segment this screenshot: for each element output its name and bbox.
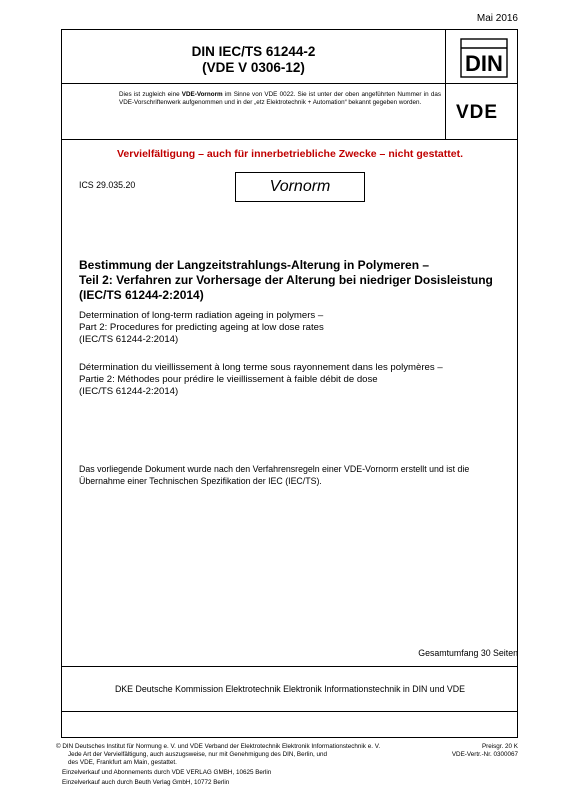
price-group: Preisgr. 20 K (481, 743, 518, 750)
document-statement (79, 463, 519, 487)
dke-line: DKE Deutsche Kommission Elektrotechnik Elektronik Informationstechnik in DIN und VDE (114, 684, 466, 694)
title-line: Teil 2: Verfahren zur Vorhersage der Alterung bei niedriger Dosisleistung (79, 273, 493, 287)
title-german (79, 258, 519, 303)
title-line: Bestimmung der Langzeitstrahlungs-Alterung in Polymeren – (79, 258, 430, 272)
copyright-line: des VDE, Frankfurt am Main, gestattet. (68, 758, 177, 766)
din-logo (460, 38, 508, 78)
ics-code: ICS 29.035.20 (79, 180, 136, 190)
title-english (79, 310, 519, 346)
document-type-box (235, 172, 365, 202)
copy-warning: Vervielfältigung – auch für innerbetriebliche Zwecke – nicht gestattet. (116, 148, 463, 160)
statement-line: Das vorliegende Dokument wurde nach den Verfahrensregeln einer VDE-Vornorm erstellt und ist die (79, 464, 470, 474)
total-pages: Gesamtumfang 30 Seiten (418, 648, 518, 658)
sales-line: Einzelverkauf auch durch Beuth Verlag GmbH, 10772 Berlin (62, 778, 230, 786)
copyright-line: © DIN Deutsches Institut für Normung e. V. und VDE Verband der Elektrotechnik Elektronik Informationstechnik e. V. (56, 743, 381, 750)
divider (62, 83, 517, 84)
vde-note (119, 91, 441, 108)
title-line: Determination of long-term radiation ageing in polymers – (79, 310, 324, 321)
divider (62, 666, 517, 667)
price-info (452, 743, 518, 759)
title-line: Part 2: Procedures for predicting ageing at low dose rates (79, 322, 324, 333)
copyright-notice (56, 743, 416, 766)
vde-order-number: VDE-Vertr.-Nr. 0300067 (451, 750, 518, 758)
title-line: (IEC/TS 61244-2:2014) (79, 334, 179, 345)
copyright-line: Jede Art der Vervielfältigung, auch auszugsweise, nur mit Genehmigung des DIN, Berlin, und (68, 750, 328, 758)
vde-number: (VDE V 0306-12) (202, 60, 305, 75)
divider (62, 711, 517, 712)
divider (445, 30, 446, 139)
statement-line: Übernahme einer Technischen Spezifikation der IEC (IEC/TS). (79, 476, 322, 486)
sales-info (62, 768, 271, 787)
title-line: (IEC/TS 61244-2:2014) (79, 288, 204, 302)
divider (62, 139, 517, 140)
title-line: (IEC/TS 61244-2:2014) (79, 386, 179, 397)
din-logo-text: DIN (465, 51, 503, 76)
standard-number-block (62, 44, 445, 76)
publication-date: Mai 2016 (476, 13, 518, 24)
vde-note-suffix: im Sinne von VDE 0022. Sie ist unter der oben angeführten Nummer in das VDE-Vorschriftenwerk aufgenommen und in der „etz Elektrotechnik + Automation“ bekannt gegeben worden. (119, 91, 441, 107)
title-french (79, 362, 519, 398)
standard-number: DIN IEC/TS 61244-2 (191, 44, 316, 59)
vde-note-prefix: Dies ist zugleich eine (119, 91, 182, 98)
sales-line: Einzelverkauf und Abonnements durch VDE VERLAG GMBH, 10625 Berlin (62, 769, 272, 776)
vde-note-bold: VDE-Vornorm (181, 91, 223, 98)
title-line: Détermination du vieillissement à long terme sous rayonnement dans les polymères – (79, 362, 443, 373)
document-type: Vornorm (269, 178, 331, 195)
title-line: Partie 2: Méthodes pour prédire le vieillissement à faible débit de dose (79, 374, 378, 385)
vde-logo: VDE (456, 102, 499, 123)
